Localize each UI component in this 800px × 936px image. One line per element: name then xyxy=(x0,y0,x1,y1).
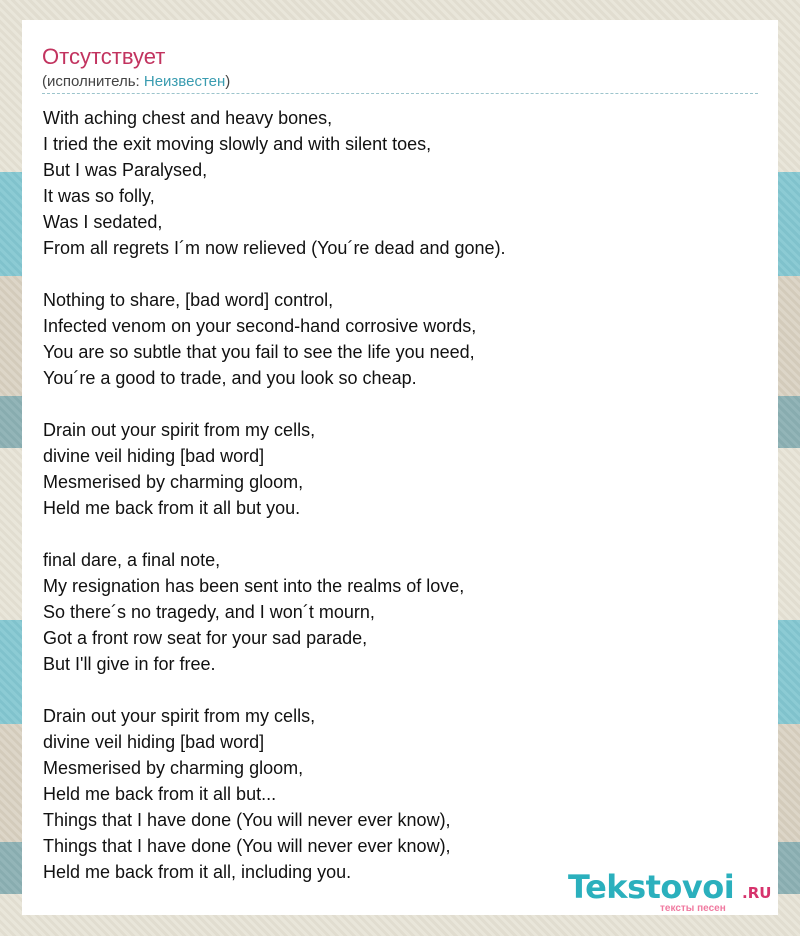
artist-suffix: ) xyxy=(225,73,231,90)
lyric-line: final dare, a final note, xyxy=(43,550,221,570)
stanza xyxy=(43,105,506,261)
lyric-line: Got a front row seat for your sad parade, xyxy=(43,628,368,648)
lyric-line: My resignation has been sent into the realms of love, xyxy=(43,576,465,596)
lyric-line: From all regrets I´m now relieved (You´re dead and gone). xyxy=(43,238,506,258)
lyric-line: Mesmerised by charming gloom, xyxy=(43,758,304,778)
lyric-line: So there´s no tragedy, and I won´t mourn, xyxy=(43,602,375,622)
divider xyxy=(42,93,758,94)
lyric-line: With aching chest and heavy bones, xyxy=(43,108,333,128)
lyric-line: Drain out your spirit from my cells, xyxy=(43,706,316,726)
lyric-line: divine veil hiding [bad word] xyxy=(43,732,265,752)
stanza xyxy=(43,287,506,391)
stanza xyxy=(43,703,506,885)
lyric-line: It was so folly, xyxy=(43,186,155,206)
logo-domain: .RU xyxy=(742,884,772,902)
lyric-line: But I'll give in for free. xyxy=(43,654,216,674)
lyrics-text xyxy=(43,105,506,911)
lyric-line: Drain out your spirit from my cells, xyxy=(43,420,316,440)
lyric-line: Held me back from it all but you. xyxy=(43,498,301,518)
lyric-line: But I was Paralysed, xyxy=(43,160,208,180)
lyric-line: You´re a good to trade, and you look so cheap. xyxy=(43,368,417,388)
site-logo[interactable] xyxy=(568,868,778,918)
lyric-line: Held me back from it all but... xyxy=(43,784,277,804)
lyric-line: Mesmerised by charming gloom, xyxy=(43,472,304,492)
lyric-line: Infected venom on your second-hand corrosive words, xyxy=(43,316,477,336)
lyrics-card xyxy=(22,20,778,915)
lyric-line: Was I sedated, xyxy=(43,212,163,232)
lyric-line: Things that I have done (You will never ever know), xyxy=(43,810,451,830)
artist-line xyxy=(42,73,230,90)
logo-wordmark: Tekstovoi xyxy=(568,868,735,906)
lyric-line: Things that I have done (You will never ever know), xyxy=(43,836,451,856)
lyric-line: Nothing to share, [bad word] control, xyxy=(43,290,334,310)
artist-prefix: (исполнитель: xyxy=(42,73,144,90)
lyric-line: Held me back from it all, including you. xyxy=(43,862,352,882)
stanza xyxy=(43,417,506,521)
stanza xyxy=(43,547,506,677)
logo-tagline: тексты песен xyxy=(660,903,726,914)
lyric-line: divine veil hiding [bad word] xyxy=(43,446,265,466)
song-title: Отсутствует xyxy=(42,44,166,69)
artist-link[interactable]: Неизвестен xyxy=(143,73,226,90)
lyric-line: You are so subtle that you fail to see the life you need, xyxy=(43,342,475,362)
lyric-line: I tried the exit moving slowly and with silent toes, xyxy=(43,134,432,154)
